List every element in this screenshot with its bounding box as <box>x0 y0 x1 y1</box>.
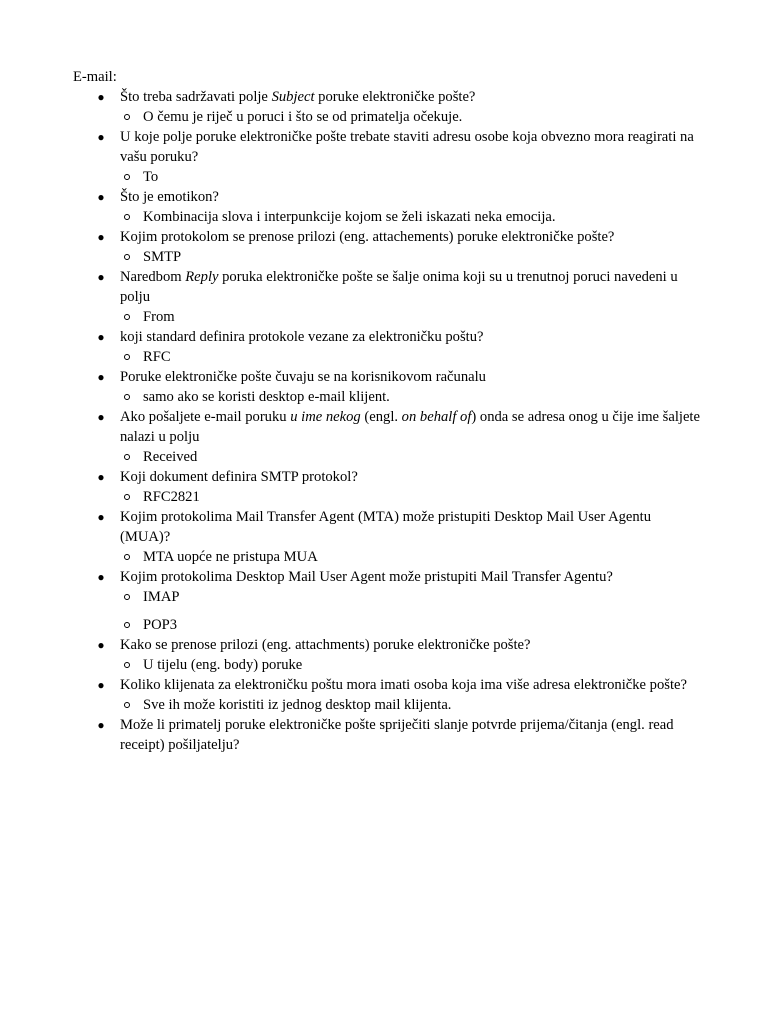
answer-list <box>120 347 703 367</box>
question-item <box>73 567 703 635</box>
answer-item <box>120 487 703 507</box>
answer-list <box>120 447 703 467</box>
section-heading: E-mail: <box>73 69 117 85</box>
answer-text: POP3 <box>143 617 178 633</box>
question-text: Naredbom Reply poruka elektroničke pošte se šalje onima koji su u trenutnoj poruci navedeni u polju <box>120 269 678 305</box>
question-item <box>73 227 703 267</box>
answer-list <box>120 167 703 187</box>
question-item <box>73 367 703 407</box>
question-item <box>73 507 703 567</box>
answer-item <box>120 695 703 715</box>
bullet-icon: ● <box>97 130 105 144</box>
answer-item <box>120 387 703 407</box>
answer-item <box>120 587 703 607</box>
answer-item <box>120 167 703 187</box>
circle-bullet-icon <box>124 494 130 500</box>
circle-bullet-icon <box>124 594 130 600</box>
bullet-icon: ● <box>97 90 105 104</box>
bullet-icon: ● <box>97 470 105 484</box>
answer-list <box>120 107 703 127</box>
answer-text: RFC2821 <box>143 489 200 505</box>
question-item <box>73 267 703 327</box>
bullet-icon: ● <box>97 270 105 284</box>
bullet-icon: ● <box>97 410 105 424</box>
circle-bullet-icon <box>124 554 130 560</box>
answer-list <box>120 587 703 635</box>
question-item <box>73 635 703 675</box>
bullet-icon: ● <box>97 678 105 692</box>
question-text: Kojim protokolima Desktop Mail User Agent može pristupiti Mail Transfer Agentu? <box>120 569 613 585</box>
question-text: Koliko klijenata za elektroničku poštu mora imati osoba koja ima više adresa elektroničke pošte? <box>120 677 687 693</box>
answer-text: U tijelu (eng. body) poruke <box>143 657 303 673</box>
answer-text: MTA uopće ne pristupa MUA <box>143 549 318 565</box>
question-text: Poruke elektroničke pošte čuvaju se na korisnikovom računalu <box>120 369 486 385</box>
circle-bullet-icon <box>124 314 130 320</box>
circle-bullet-icon <box>124 702 130 708</box>
question-text: Koji dokument definira SMTP protokol? <box>120 469 358 485</box>
circle-bullet-icon <box>124 114 130 120</box>
question-text: Što je emotikon? <box>120 189 219 205</box>
circle-bullet-icon <box>124 454 130 460</box>
circle-bullet-icon <box>124 662 130 668</box>
answer-list <box>120 247 703 267</box>
circle-bullet-icon <box>124 254 130 260</box>
question-item <box>73 407 703 467</box>
question-text: koji standard definira protokole vezane za elektroničku poštu? <box>120 329 484 345</box>
bullet-icon: ● <box>97 190 105 204</box>
question-item <box>73 187 703 227</box>
circle-bullet-icon <box>124 394 130 400</box>
answer-text: Sve ih može koristiti iz jednog desktop mail klijenta. <box>143 697 452 713</box>
question-item <box>73 87 703 127</box>
question-item <box>73 327 703 367</box>
answer-item <box>120 615 703 635</box>
answer-text: O čemu je riječ u poruci i što se od primatelja očekuje. <box>143 109 463 125</box>
question-text: Kako se prenose prilozi (eng. attachments) poruke elektroničke pošte? <box>120 637 531 653</box>
answer-text: RFC <box>143 349 171 365</box>
bullet-icon: ● <box>97 330 105 344</box>
question-item <box>73 127 703 187</box>
answer-list <box>120 547 703 567</box>
answer-item <box>120 307 703 327</box>
question-text: Može li primatelj poruke elektroničke pošte spriječiti slanje potvrde prijema/čitanja (engl. read receipt) pošiljatelju? <box>120 717 674 753</box>
answer-list <box>120 655 703 675</box>
answer-list <box>120 307 703 327</box>
answer-item <box>120 547 703 567</box>
answer-item <box>120 247 703 267</box>
answer-item <box>120 107 703 127</box>
answer-text: To <box>143 169 159 185</box>
answer-item <box>120 347 703 367</box>
bullet-icon: ● <box>97 510 105 524</box>
answer-text: Received <box>143 449 198 465</box>
circle-bullet-icon <box>124 174 130 180</box>
question-item <box>73 467 703 507</box>
bullet-icon: ● <box>97 638 105 652</box>
answer-text: From <box>143 309 175 325</box>
document-page <box>73 67 703 755</box>
answer-text: Kombinacija slova i interpunkcije kojom se želi iskazati neka emocija. <box>143 209 556 225</box>
question-list <box>73 87 703 755</box>
question-text: Što treba sadržavati polje Subject poruke elektroničke pošte? <box>120 89 476 105</box>
answer-item <box>120 207 703 227</box>
question-item <box>73 675 703 715</box>
answer-text: samo ako se koristi desktop e-mail klijent. <box>143 389 390 405</box>
bullet-icon: ● <box>97 230 105 244</box>
answer-text: IMAP <box>143 589 180 605</box>
question-text: Kojim protokolom se prenose prilozi (eng. attachements) poruke elektroničke pošte? <box>120 229 615 245</box>
bullet-icon: ● <box>97 570 105 584</box>
answer-list <box>120 695 703 715</box>
circle-bullet-icon <box>124 622 130 628</box>
question-text: Ako pošaljete e-mail poruku u ime nekog (engl. on behalf of) onda se adresa onog u čije ime šaljete nalazi u polju <box>120 409 700 445</box>
answer-list <box>120 387 703 407</box>
answer-item <box>120 447 703 467</box>
bullet-icon: ● <box>97 370 105 384</box>
circle-bullet-icon <box>124 354 130 360</box>
answer-item <box>120 655 703 675</box>
circle-bullet-icon <box>124 214 130 220</box>
answer-list <box>120 487 703 507</box>
question-text: Kojim protokolima Mail Transfer Agent (MTA) može pristupiti Desktop Mail User Agentu (MUA)? <box>120 509 652 545</box>
question-item <box>73 715 703 755</box>
answer-text: SMTP <box>143 249 182 265</box>
question-text: U koje polje poruke elektroničke pošte trebate staviti adresu osobe koja obvezno mora reagirati na vašu poruku? <box>120 129 694 165</box>
answer-list <box>120 207 703 227</box>
bullet-icon: ● <box>97 718 105 732</box>
